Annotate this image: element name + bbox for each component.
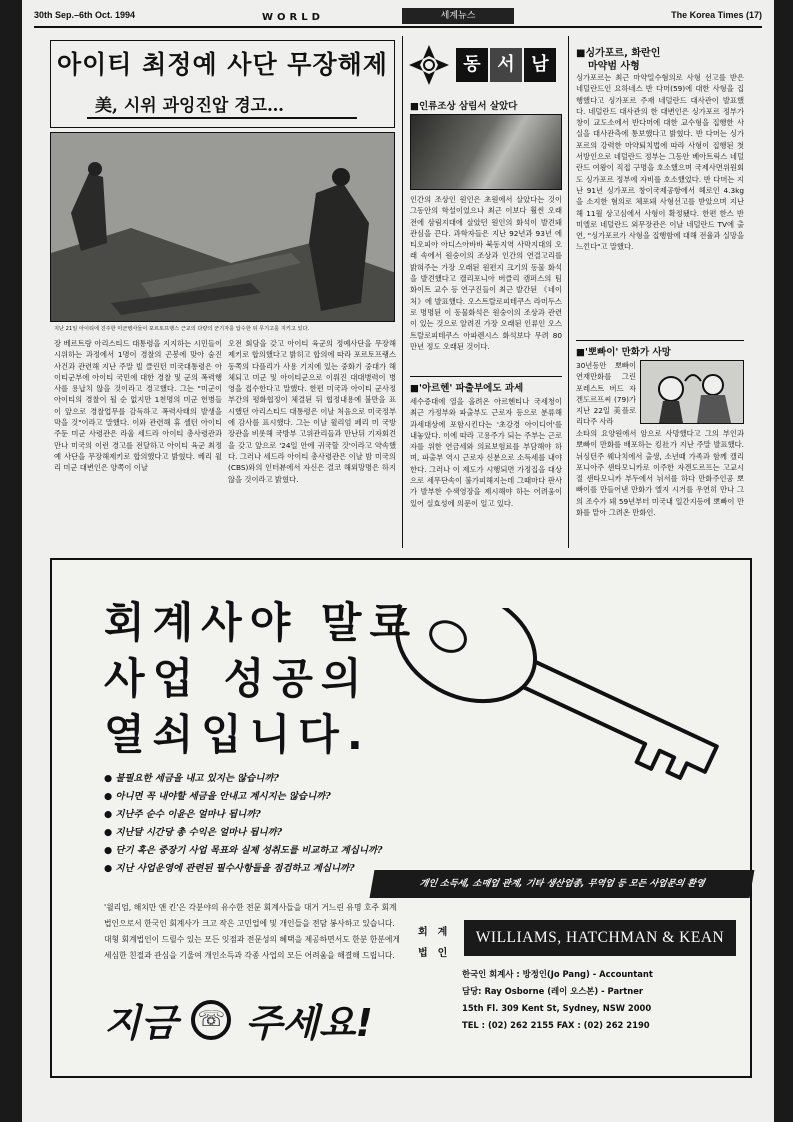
singapore-title-line1: ■싱가포르, 화란인 — [576, 48, 661, 59]
phone-icon: ☏ — [191, 1000, 231, 1040]
accountant-ad — [50, 558, 752, 1078]
badge-south: 남 — [524, 48, 556, 82]
divider-middle — [568, 36, 569, 548]
subhead-underline — [87, 117, 357, 119]
badge-east: 동 — [456, 48, 488, 82]
issue-date: 30th Sep.–6th Oct. 1994 — [34, 10, 136, 20]
popeye-cartoon — [640, 360, 744, 424]
ad-services-band: 개인 소득세, 소매업 관계, 기타 생산업종, 무역업 등 모든 사업문의 환영 — [370, 870, 755, 898]
compass-icon — [408, 44, 450, 86]
masthead — [34, 6, 762, 28]
lead-body-col1: 장 베르트랑 아리스티드 대통령을 지지하는 시민들이 시위하는 과정에서 1명이 경찰의 곤봉에 맞아 숨진 사건과 관련해 지난 주말 빌 클린턴 미국대통령은 아이티군부에 아이티 국민에 대한 경찰 및 군의 폭력행사를 용납치 않을 것이라고 경고했다. 그는 "미군이 아이티의 경찰이 될 순 없지만 1천명의 미군 헌병들이 앞으로 경찰업무를 감독하고 폭력사태의 발생을 막을 것"이라고 말했다. 이와 관련해 휴 셸턴 아이티 주둔 미군 사령관은 라울 세드라 아이티 총사령관과 만나 미국의 이런 경고를 전달하고 아이티 육군 최정예 사단을 무장해제키로 합의했다고 밝혔다. 베리 윌리 미군 대변인은 양쪽이 이날 — [54, 339, 222, 473]
firm-partner: 담당: Ray Osborne (레이 오스본) - Partner — [462, 986, 644, 996]
popeye-title: ■'뽀빠이' 만화가 사망 — [576, 347, 671, 358]
section-world: WORLD — [262, 12, 324, 23]
popeye-cartoon-image — [641, 361, 744, 424]
paper-name: The Korea Times (17) — [671, 10, 762, 20]
compass-emblem — [408, 44, 560, 90]
firm-type-label: 회계법인 — [418, 927, 458, 959]
firm-contact-details — [462, 966, 653, 1034]
lead-photo — [50, 132, 395, 322]
ad-call-right: 주세요! — [245, 1001, 373, 1045]
section-label: 세계뉴스 — [402, 8, 514, 24]
ad-headline-line1: 회계사야 말로 — [104, 598, 419, 647]
lead-body-col2: 오전 회담을 갖고 아이티 육군의 정예사단을 무장해제키로 합의했다고 밝히고 합의에 따라 포르토프랭스 동쪽의 다플리가 사용 기지에 있는 중화기 중대가 해체되고 미군 및 아이티군으로 이뤄진 대대병력이 병영을 접수한다고 말했다. 한편 미국과 아이티 군사정부간의 평화협정이 체결된 뒤 협정내용에 불만을 표시했던 아리스티드 대통령은 이날 처음으로 미국정부에 감사를 표시했다. 그는 이날 윌리엄 페리 미 국방장관을 비롯해 국방부 고위관리들과 만난뒤 기자회견을 갖고 앞으로 '24일 안에 귀국할 것'이라고 약속했다. 그러나 세드라 아이티 총사령관은 이날 밤 미국의 (CBS)와의 인터뷰에서 자신은 결코 해외망명은 하지 않을 것이라고 밝혔다. — [228, 339, 396, 484]
firm-accountant: 한국인 회계사 : 방정인(Jo Pang) - Accountant — [462, 969, 653, 979]
ancestors-body: 인간의 조상인 원인은 초원에서 살았다는 것이 그동안의 학설이었으나 최근 이보다 훨씬 오래전에 삼림지대에 살았던 원인의 화석이 발견돼 관심을 끈다. 과학자들은 지난 92년과 93년 에티오피아 아디스아바바 북동지역 사막지대의 오래 속에서 원숭이의 조상과 인간의 연결고리를 밝혀주는 가장 오래된 원편지 크기의 동물 화석을 발견했다고 캘리포니아 버클리 캠퍼스의 팀 화이트 교수 등 연구진들이 최근 발간된 《네이처》에 발표했다. 오스트랄로피테쿠스 라미두스로 명명된 이 동물화석은 원숭이의 조상과 관련이 있는 것으로 알려진 가장 오래된 인류인 오스트랄로피테쿠스 아파렌시스 화석보다 무려 80만년 정도 오래된 것이다. — [410, 195, 562, 351]
lead-headline: 아이티 최정예 사단 무장해제 — [57, 50, 388, 79]
ad-question: ● 지난주 순수 이윤은 얼마나 됩니까? — [104, 809, 261, 820]
divider-archen — [410, 376, 562, 377]
divider-lead — [402, 36, 403, 548]
badge-west: 서 — [490, 48, 522, 82]
lead-photo-caption: 지난 21일 아이티에 진주한 미군병사들이 포르토프랭스 근교의 다량의 군기자를 압수한 뒤 무기고를 지키고 있다. — [54, 326, 310, 332]
popeye-body-narrow: 30년동안 뽀빠이 연재만화를 그린 포레스트 버드 자겐도르프씨 (79)가 지난 22일 美플로리다주 사라 — [576, 361, 636, 427]
ad-headline-line3: 열쇠입니다. — [104, 710, 371, 759]
singapore-body: 싱가포르는 최근 마약밀수혐의로 사형 선고를 받은 네덜란드인 요하네스 반 다머(59)에 대한 사형을 집행했다고 싱가포르 주재 네덜란드 대사관이 발표했다. 네덜란드 대사관의 한 대변인은 싱가포르 정부가 창이 교도소에서 반다머에 대한 교수형을 집행한 사실을 대사관측에 통보했다고 밝혔다. 반 다머는 싱가포르의 강력한 마약퇴치법에 따라 사형이 집행된 첫 서방인으로 네덜란드 정부는 그동안 베아트릭스 네덜란드 여왕이 직접 구명을 호소했으며 국제사면위원회도 싱가포르 정부에 자비를 호소했었다. 반 다머는 지난 91년 싱가포르 창이국제공항에서 헤로인 4.3kg을 소지한 혐의로 체포돼 사형선고를 받았으며 지난해 11월 상고심에서 사형이 확정됐다. 한편 한스 반 미엘로 네덜란드 외무장관은 이날 네덜란드 TV에 출연, "싱가포르가 사형을 집행함에 대해 전율과 실망을 느낀다"고 말했다. — [576, 73, 744, 252]
key-icon — [370, 608, 740, 798]
ad-body-text: '윌리엄, 해치만 앤 킨'은 각분야의 유수한 전문 회계사들을 대거 거느린 유명 호주 회계법인으로서 한국인 회계사가 크고 작은 고민업에 및 개인들을 전담 봉사하고 있습니다. 대형 회계법인이 드릴수 있는 모든 잇점과 전문성의 혜택을 제공하면서도 한분 한분에게 세심한 친절과 관심을 기울여 개인소득과 각종 사업의 모든 어려움을 해결해 드립니다. — [104, 903, 400, 960]
firm-logo: WILLIAMS, HATCHMAN & KEAN — [464, 920, 736, 956]
divider-popeye — [576, 340, 744, 341]
firm-phone: TEL : (02) 262 2155 FAX : (02) 262 2190 — [462, 1020, 650, 1030]
popeye-body-wide: 소타의 요양원에서 암으로 사망했다고 그의 부인과 뽀빠이 만화를 배포하는 킹社가 지난 주말 발표했다. 뉘싱턴주 웨나치에서 출생, 소년때 가족과 함께 캘리포니아주 샌타모니카로 이주한 자겐도르프는 고교시절 샌타모니카 부두에서 뉘서를 하다 만화주인공 뽀빠이를 만들어낸 만화가 엘지 시거를 우연히 만나 그의 조수가 돼 59년부터 미국내 일간지등에 뽀빠이 만화를 맡아 그려온 만화인. — [576, 429, 744, 518]
ad-question: ● 지난달 시간당 총 수익은 얼마나 됩니까? — [104, 827, 283, 838]
ad-headline-line2: 사업 성공의 — [104, 654, 370, 703]
ancestors-photo — [410, 114, 562, 190]
ancestors-title: ■인류조상 삼림서 살았다 — [410, 101, 518, 112]
masthead-rule — [34, 26, 762, 28]
newspaper-page — [22, 0, 774, 1122]
singapore-title-line2: 마약범 사형 — [588, 61, 640, 72]
soldier-photo-image — [51, 133, 395, 322]
ad-question: ● 지난 사업운영에 관련된 필수사항들을 점검하고 계십니까? — [104, 863, 355, 874]
ad-question: ● 불필요한 세금을 내고 있지는 않습니까? — [104, 773, 279, 784]
ad-call-to-action — [104, 992, 373, 1047]
ad-call-left: 지금 — [104, 1001, 178, 1045]
ad-question: ● 단기 혹은 중장기 사업 목표와 실제 성취도를 비교하고 계십니까? — [104, 845, 383, 856]
archen-title: ■'아르헨' 파출부에도 과세 — [410, 383, 524, 394]
archen-body: 세수증대에 열을 올려온 아르헨티나 국세청이 최근 가정부와 파출부도 근로자 등으로 분류해 과세대상에 포함시킨다는 '초강경 아이디어'를 내놓았다. 이에 따라 고용주가 되는 주부는 근로자를 위한 연금세와 의료보험료를 부담해야 하며, 파출부 역시 근로자 신분으로 소득세를 내야 한다. 그러나 이 제도가 시행되면 가정집을 대상으로 세무단속이 불가피해지는데 그때마다 판사가 발부한 수색영장을 제시해야 하는 어려움이 있어 실효성에 의문이 일고 있다. — [410, 397, 562, 508]
lead-headline-box — [50, 40, 395, 128]
firm-address: 15th Fl. 309 Kent St, Sydney, NSW 2000 — [462, 1003, 652, 1013]
lead-subhead: 美, 시위 과잉진압 경고… — [95, 96, 285, 116]
ad-question: ● 아니면 꼭 내야할 세금을 안내고 계시지는 않습니까? — [104, 791, 331, 802]
ad-question-list — [104, 770, 383, 878]
